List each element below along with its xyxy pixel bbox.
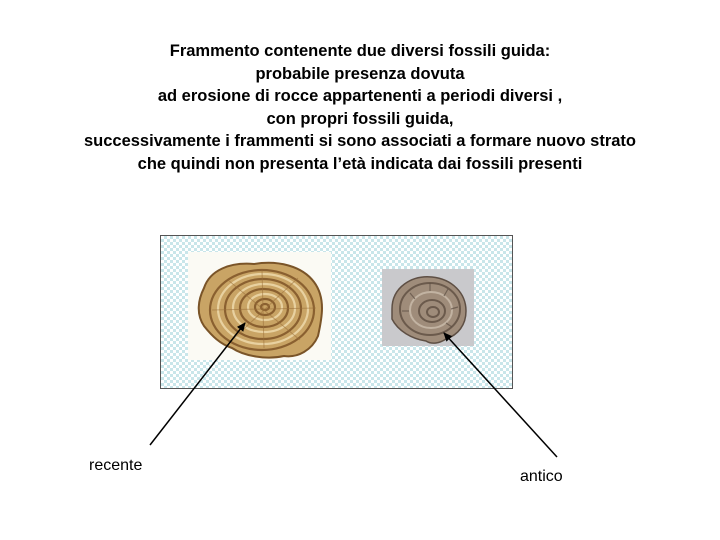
arrow-ancient [444, 333, 557, 457]
title-line-5: successivamente i frammenti si sono associati a formare nuovo strato [83, 132, 637, 150]
title-line-6: che quindi non presenta l’età indicata dai fossili presenti [137, 154, 583, 173]
arrow-recent [150, 323, 245, 445]
title-line-3: ad erosione di rocce appartenenti a periodi diversi , [157, 87, 563, 105]
label-recent: recente [89, 457, 143, 474]
title-line-1: Frammento contenente due diversi fossili guida: [169, 42, 551, 60]
label-ancient: antico [520, 468, 563, 485]
title-line-4: con propri fossili guida, [266, 109, 454, 128]
title-line-2: probabile presenza dovuta [255, 64, 465, 83]
